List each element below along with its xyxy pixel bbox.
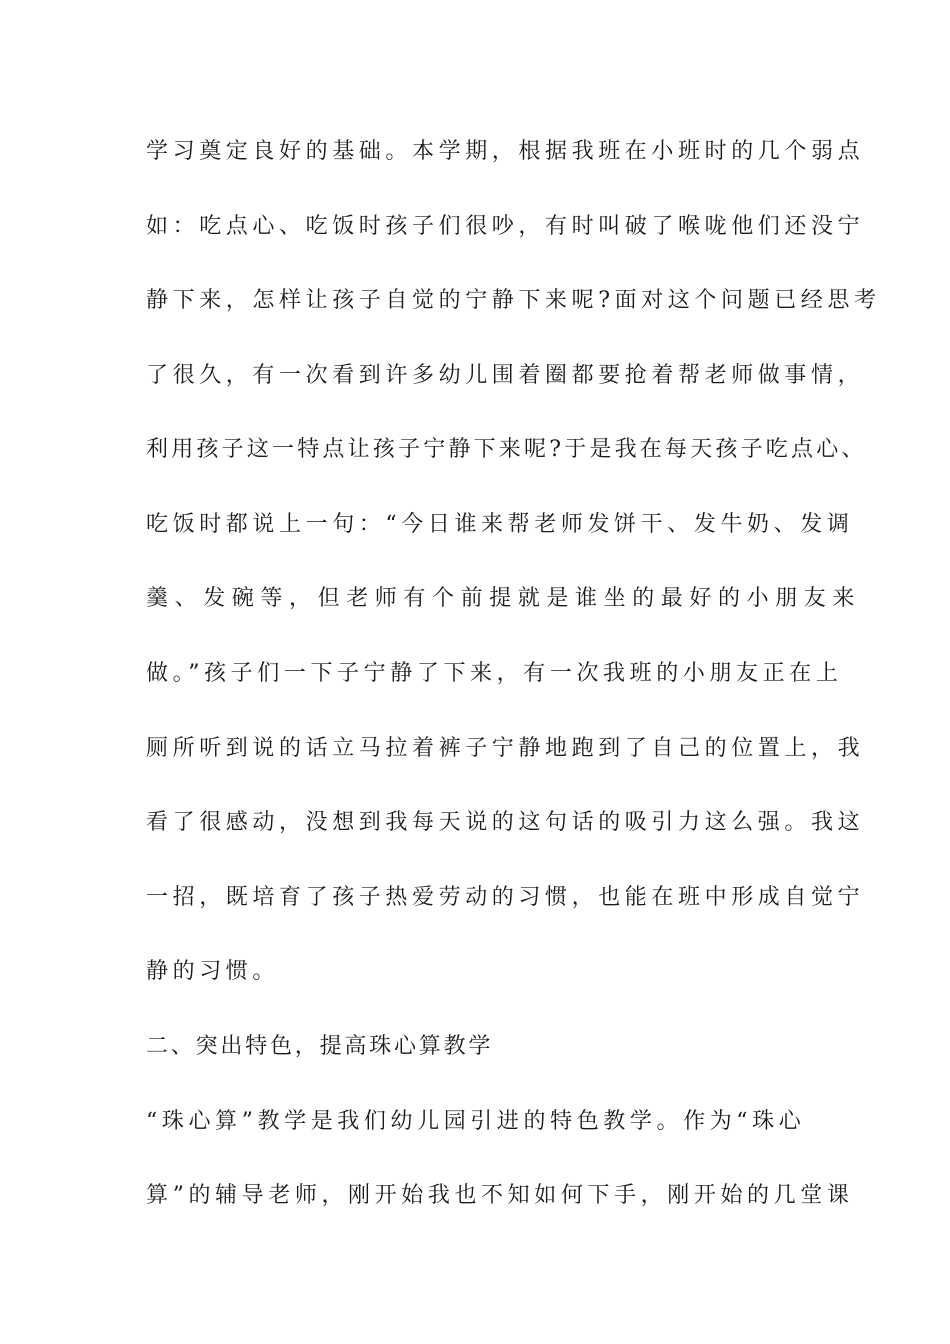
text-line: 厕所听到说的话立马拉着裤子宁静地跑到了自己的位置上，我	[146, 735, 865, 761]
text-line: 了很久，有一次看到许多幼儿围着圈都要抢着帮老师做事情，	[146, 362, 865, 388]
text-line: 如：吃点心、吃饭时孩子们很吵，有时叫破了喉咙他们还没宁	[146, 213, 865, 239]
text-line: 算”的辅导老师，刚开始我也不知如何下手，刚开始的几堂课	[146, 1183, 854, 1209]
text-line: 利用孩子这一特点让孩子宁静下来呢?于是我在每天孩子吃点心、	[146, 437, 867, 463]
body-text	[146, 133, 881, 1252]
text-line: 学习奠定良好的基础。本学期，根据我班在小班时的几个弱点	[146, 139, 865, 164]
text-line: 看了很感动，没想到我每天说的这句话的吸引力这么强。我这	[146, 810, 865, 836]
section-heading: 二、突出特色，提高珠心算教学	[146, 1033, 494, 1059]
text-line: 羹、发碗等，但老师有个前提就是谁坐的最好的小朋友来	[146, 586, 862, 612]
text-line: 吃饭时都说上一句：“今日谁来帮老师发饼干、发牛奶、发调	[146, 511, 854, 537]
text-line: 一招，既培育了孩子热爱劳动的习惯，也能在班中形成自觉宁	[146, 884, 865, 910]
text-line: 静的习惯。	[146, 959, 280, 985]
text-line: 做。”孩子们一下子宁静了下来，有一次我班的小朋友正在上	[146, 661, 843, 687]
text-line: 静下来，怎样让孩子自觉的宁静下来呢?面对这个问题已经思考	[146, 288, 881, 314]
text-line: “珠心算”教学是我们幼儿园引进的特色教学。作为“珠心	[146, 1108, 806, 1134]
